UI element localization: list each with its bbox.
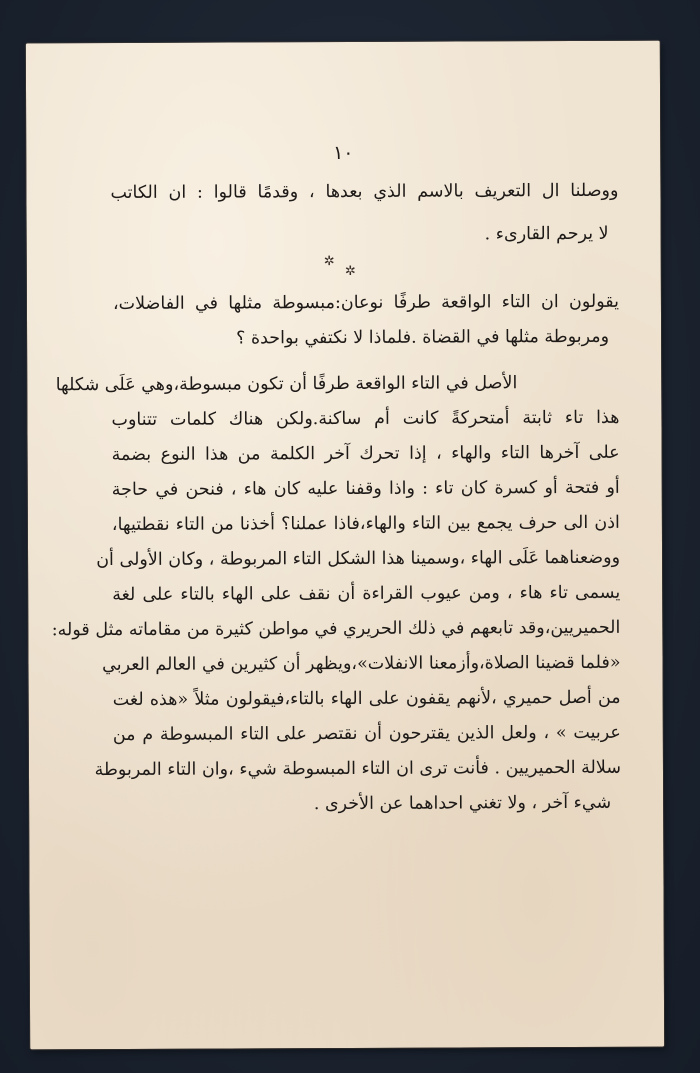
book-page	[26, 41, 664, 1050]
text-line-12: الحميريين،وقد تابعهم في ذلك الحريري في مواطن كثيرة من مقاماته مثل قوله:	[51, 617, 621, 641]
text-line-11: يسمى تاء هاء ، ومن عيوب القراءة أن نقف على الهاء بالتاء على لغة	[112, 582, 621, 606]
text-line-9: اذن الى حرف يجمع بين التاء والهاء،فاذا عملنا؟ أخذنا من التاء نقطتيها،	[111, 512, 620, 536]
text-line-7: على آخرها التاء والهاء ، إذا تحرك آخر الكلمة من هذا النوع بضمة	[111, 442, 620, 466]
text-line-5: الأصل في التاء الواقعة طرفًا أن تكون مبسوطة،وهي عَلَى شكلها	[55, 373, 518, 396]
text-line-4: ومربوطة مثلها في القضاة .فلماذا لا نكتفي بواحدة ؟	[236, 326, 610, 349]
text-line-6: هذا تاء ثابتة أمتحركةً كانت أم ساكنة.ولكن هناك كلمات تتناوب	[111, 407, 620, 431]
text-line-14: من أصل حميري ،لأنهم يقفون على الهاء بالتاء،فيقولون مثلاً «هذه لغت	[112, 687, 621, 711]
text-line-16: سلالة الحميريين . فأنت ترى ان التاء المبسوطة شيء ،وان التاء المربوطة	[94, 757, 622, 781]
text-line-13: «فلما قضينا الصلاة،وأزمعنا الانفلات»،ويظهر أن كثيرين في العالم العربي	[102, 652, 621, 676]
section-divider-ornament: ✲	[323, 254, 335, 270]
text-line-3: يقولون ان التاء الواقعة طرفًا نوعان:مبسوطة مثلها في الفاضلات،	[112, 291, 619, 315]
text-line-1: ووصلنا ال التعريف بالاسم الذي بعدها ، وقدمًا قالوا : ان الكاتب	[110, 180, 619, 204]
page-number: ١٠	[333, 141, 354, 165]
text-line-10: ووضعناهما عَلَى الهاء ،وسمينا هذا الشكل التاء المربوطة ، وكان الأولى أن	[96, 547, 621, 571]
text-line-2: لا يرحم القارىء .	[484, 223, 609, 245]
text-line-15: عربيت » ، ولعل الذين يقترحون أن نقتصر على التاء المبسوطة م من	[112, 722, 621, 746]
text-line-8: أو فتحة أو كسرة كان تاء : واذا وقفنا عليه كان هاء ، فنحن في حاجة	[111, 477, 620, 501]
text-line-17: شيء آخر ، ولا تغني احداهما عن الأخرى .	[313, 792, 612, 815]
section-divider-ornament: ✲	[344, 263, 356, 279]
